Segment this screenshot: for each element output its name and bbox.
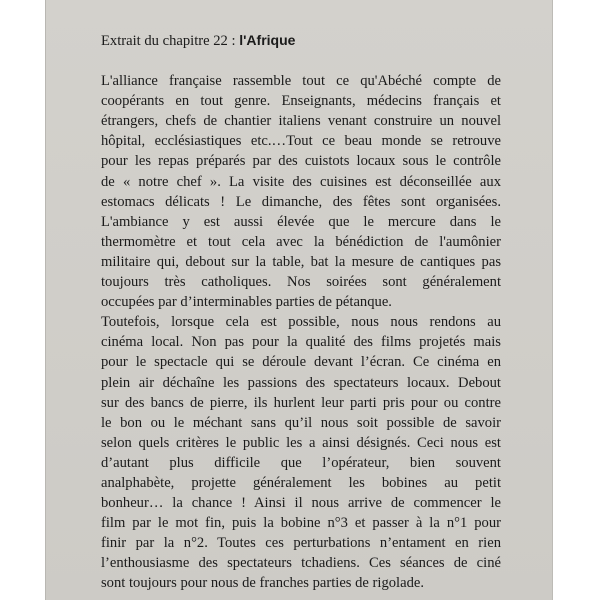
text-line: pour les repas préparés par des cuistots locaux sous le contrôle — [101, 153, 501, 170]
document-page — [45, 0, 553, 600]
chapter-title: l'Afrique — [239, 32, 296, 48]
text-line: occupées par d’interminables parties de pétanque. — [101, 294, 392, 311]
text-line: pour le spectacle qui se déroule devant l’écran. Ce cinéma en — [101, 354, 501, 371]
text-line: selon quels critères le public les a ainsi désignés. Ceci nous est — [101, 434, 501, 451]
text-line: étrangers, chefs de chantier italiens venant construire un nouvel — [101, 113, 501, 130]
text-line: coopérants en tout genre. Enseignants, médecins français et — [101, 93, 501, 110]
chapter-heading-prefix: Extrait du chapitre 22 : — [101, 33, 240, 49]
text-line: estomacs délicats ! Le dimanche, des fêtes sont organisées. — [101, 193, 501, 210]
text-line: d’autant plus difficile que l’opérateur, bien souvent — [101, 454, 501, 471]
text-line: de « notre chef ». La visite des cuisines est déconseillée aux — [101, 173, 501, 190]
text-line: hôpital, ecclésiastiques etc.…Tout ce beau monde se retrouve — [101, 133, 501, 150]
document-content — [101, 30, 501, 594]
text-line: analphabète, projette généralement les bobines au petit — [101, 474, 501, 491]
text-line: sur des bancs de pierre, ils hurlent leur parti pris pour ou contre — [101, 394, 501, 411]
paragraph-1 — [101, 71, 501, 312]
text-line: L'alliance française rassemble tout ce qu'Abéché compte de — [101, 73, 501, 90]
text-line: sont toujours pour nous de franches parties de rigolade. — [101, 575, 425, 592]
text-line: finir par la n°2. Toutes ces perturbations n’entament en rien — [101, 535, 501, 552]
text-line: Toutefois, lorsque cela est possible, nous nous rendons au — [101, 314, 501, 331]
text-line: l’enthousiasme des spectateurs tchadiens. Ces séances de ciné — [101, 555, 501, 572]
text-line: le bon ou le méchant sans qu’il nous soit possible de savoir — [101, 414, 501, 431]
text-line: bonheur… la chance ! Ainsi il nous arrive de commencer le — [101, 495, 501, 512]
text-line: thermomètre et tout cela avec la bénédiction de l'aumônier — [101, 233, 501, 250]
text-line: militaire qui, debout sur la table, bat la mesure de cantiques pas — [101, 253, 501, 270]
chapter-heading — [101, 30, 501, 51]
text-line: film par le mot fin, puis la bobine n°3 et passer à la n°1 pour — [101, 515, 501, 532]
text-line: L'ambiance y est aussi élevée que le mercure dans le — [101, 213, 501, 230]
text-line: plein air déchaîne les passions des spectateurs locaux. Debout — [101, 374, 501, 391]
text-line: toujours très catholiques. Nos soirées sont généralement — [101, 274, 501, 291]
text-line: cinéma local. Non pas pour la qualité des films projetés mais — [101, 334, 501, 351]
paragraph-2 — [101, 312, 501, 593]
